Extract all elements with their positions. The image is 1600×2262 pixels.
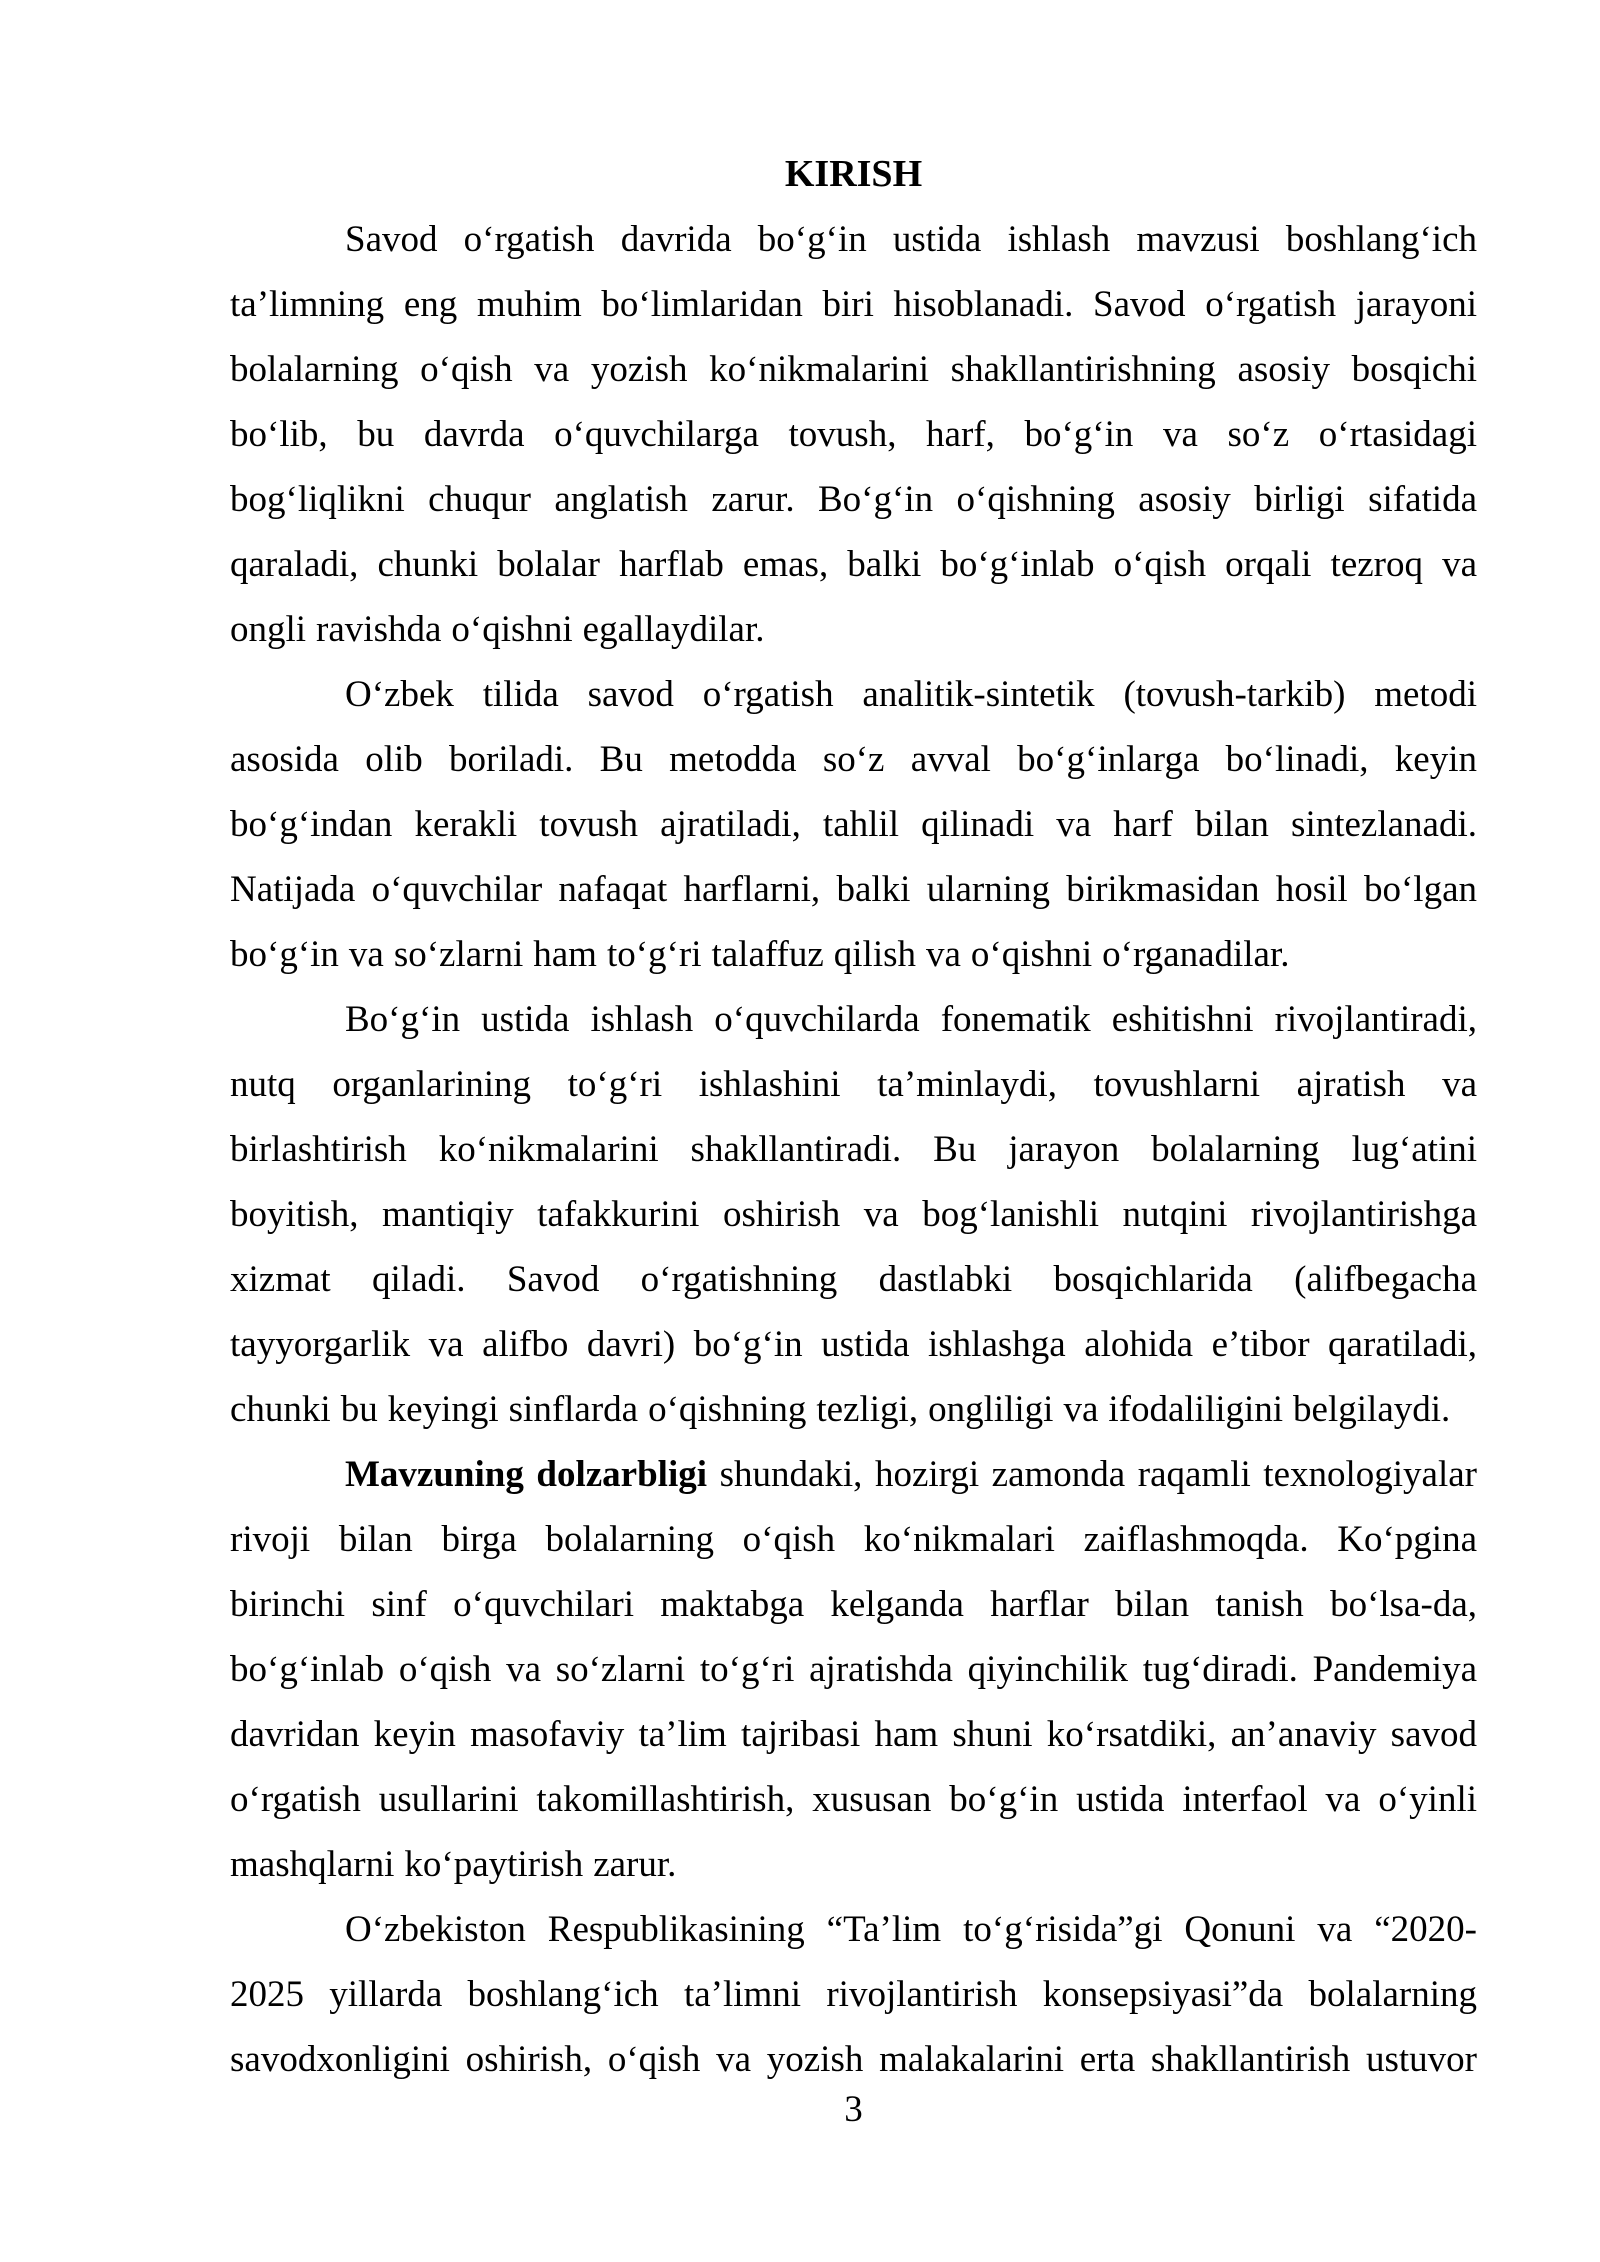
text-line: [230, 922, 1477, 987]
text-run: qaraladi, chunki bolalar harflab emas, balki bo‘g‘inlab o‘qish orqali tezroq va: [230, 544, 1477, 585]
paragraph: [230, 207, 1477, 662]
text-run: savodxonligini oshirish, o‘qish va yozish malakalarini erta shakllantirish ustuvor: [230, 2039, 1477, 2080]
page-title: KIRISH: [784, 153, 923, 195]
text-run: boyitish, mantiqiy tafakkurini oshirish va bog‘lanishli nutqini rivojlantirishga: [230, 1194, 1477, 1235]
text-line: [230, 1897, 1477, 1962]
text-run: O‘zbekiston Respublikasining “Ta’lim to‘g‘risida”gi Qonuni va “2020-: [345, 1909, 1477, 1950]
text-line: [230, 1832, 1477, 1897]
text-line: [230, 1052, 1477, 1117]
text-run: Natijada o‘quvchilar nafaqat harflarni, balki ularning birikmasidan hosil bo‘lgan: [230, 869, 1477, 910]
paragraph: [230, 1442, 1477, 1897]
text-run: mashqlarni ko‘paytirish zarur.: [230, 1844, 677, 1885]
text-line: [230, 1442, 1477, 1507]
text-run: nutq organlarining to‘g‘ri ishlashini ta’minlaydi, tovushlarni ajratish va: [230, 1064, 1477, 1105]
text-run: birinchi sinf o‘quvchilari maktabga kelganda harflar bilan tanish bo‘lsa-da,: [230, 1584, 1477, 1625]
text-run: 2025 yillarda boshlang‘ich ta’limni rivojlantirish konsepsiyasi”da bolalarning: [230, 1974, 1477, 2015]
text-run: Savod o‘rgatish davrida bo‘g‘in ustida ishlash mavzusi boshlang‘ich: [345, 219, 1477, 260]
text-line: [230, 207, 1477, 272]
text-run: ongli ravishda o‘qishni egallaydilar.: [230, 609, 765, 650]
page-number: 3: [844, 2089, 863, 2130]
text-run: shundaki, hozirgi zamonda raqamli texnologiyalar: [707, 1454, 1477, 1495]
text-run: o‘rgatish usullarini takomillashtirish, xususan bo‘g‘in ustida interfaol va o‘yinli: [230, 1779, 1477, 1820]
text-line: [230, 532, 1477, 597]
text-line: [230, 1572, 1477, 1637]
text-line: [230, 662, 1477, 727]
text-run: bo‘g‘inlab o‘qish va so‘zlarni to‘g‘ri ajratishda qiyinchilik tug‘diradi. Pandemiya: [230, 1649, 1477, 1690]
text-line: [230, 727, 1477, 792]
paragraph: [230, 987, 1477, 1442]
document-body: [230, 207, 1477, 2092]
text-line: [230, 467, 1477, 532]
text-line: [230, 1182, 1477, 1247]
paragraph: [230, 662, 1477, 987]
text-line: [230, 857, 1477, 922]
text-run: birlashtirish ko‘nikmalarini shakllantiradi. Bu jarayon bolalarning lug‘atini: [230, 1129, 1477, 1170]
text-line: [230, 1962, 1477, 2027]
text-line: [230, 1507, 1477, 1572]
text-line: [230, 792, 1477, 857]
text-run: rivoji bilan birga bolalarning o‘qish ko‘nikmalari zaiflashmoqda. Ko‘pgina: [230, 1519, 1477, 1560]
text-run: tayyorgarlik va alifbo davri) bo‘g‘in ustida ishlashga alohida e’tibor qaratiladi,: [230, 1324, 1477, 1365]
text-run: bog‘liqlikni chuqur anglatish zarur. Bo‘g‘in o‘qishning asosiy birligi sifatida: [230, 479, 1477, 520]
text-run: davridan keyin masofaviy ta’lim tajribasi ham shuni ko‘rsatdiki, an’anaviy savod: [230, 1714, 1477, 1755]
text-line: [230, 1117, 1477, 1182]
text-line: [230, 1637, 1477, 1702]
text-line: [230, 1312, 1477, 1377]
text-line: [230, 272, 1477, 337]
text-line: [230, 1767, 1477, 1832]
text-block: [230, 142, 1477, 2092]
text-run: bo‘lib, bu davrda o‘quvchilarga tovush, harf, bo‘g‘in va so‘z o‘rtasidagi: [230, 414, 1477, 455]
text-run: bolalarning o‘qish va yozish ko‘nikmalarini shakllantirishning asosiy bosqichi: [230, 349, 1477, 390]
text-run: asosida olib boriladi. Bu metodda so‘z avval bo‘g‘inlarga bo‘linadi, keyin: [230, 739, 1477, 780]
text-run: ta’limning eng muhim bo‘limlaridan biri hisoblanadi. Savod o‘rgatish jarayoni: [230, 284, 1477, 325]
text-run: Bo‘g‘in ustida ishlash o‘quvchilarda fonematik eshitishni rivojlantiradi,: [345, 999, 1477, 1040]
text-run: O‘zbek tilida savod o‘rgatish analitik-sintetik (tovush-tarkib) metodi: [345, 674, 1477, 715]
text-run: bo‘g‘in va so‘zlarni ham to‘g‘ri talaffuz qilish va o‘qishni o‘rganadilar.: [230, 934, 1290, 975]
text-line: [230, 1702, 1477, 1767]
text-run: xizmat qiladi. Savod o‘rgatishning dastlabki bosqichlarida (alifbegacha: [230, 1259, 1477, 1300]
text-run: chunki bu keyingi sinflarda o‘qishning tezligi, ongliligi va ifodaliligini belgilaydi.: [230, 1389, 1451, 1430]
text-line: [230, 987, 1477, 1052]
text-line: [230, 1377, 1477, 1442]
text-line: [230, 1247, 1477, 1312]
text-run: bo‘g‘indan kerakli tovush ajratiladi, tahlil qilinadi va harf bilan sintezlanadi.: [230, 804, 1477, 845]
text-line: [230, 337, 1477, 402]
bold-run: Mavzuning dolzarbligi: [345, 1454, 708, 1495]
paragraph: [230, 1897, 1477, 2092]
text-line: [230, 597, 1477, 662]
text-line: [230, 402, 1477, 467]
